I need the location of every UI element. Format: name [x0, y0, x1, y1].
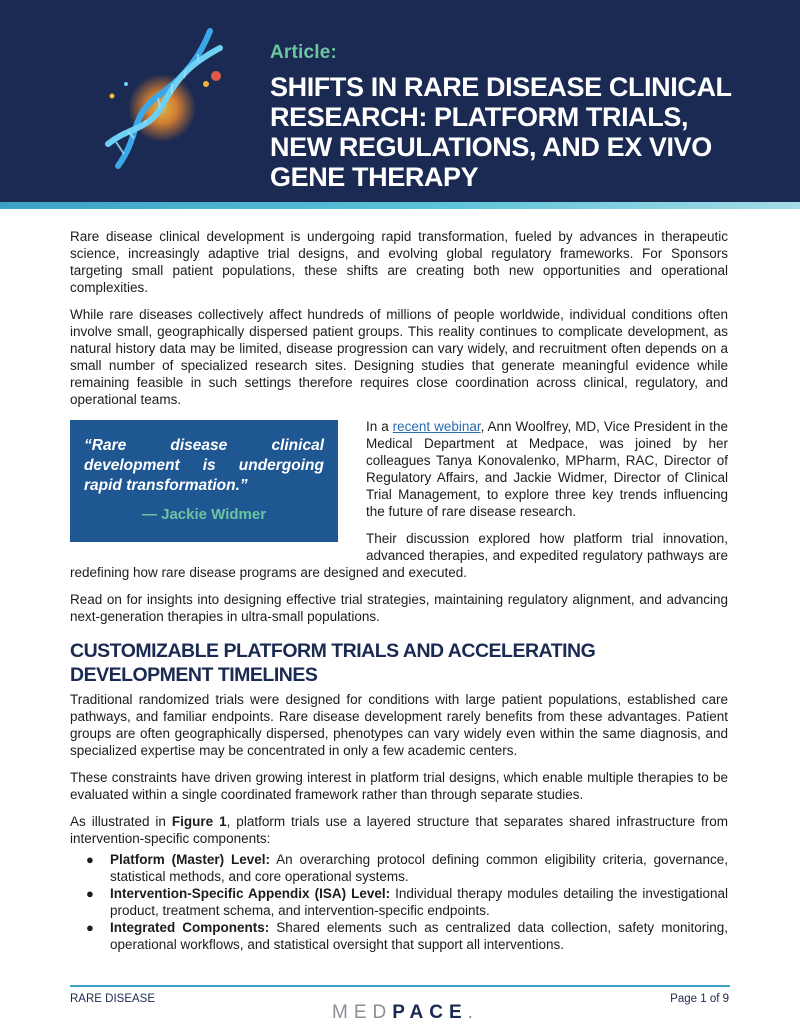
pull-quote-text: “Rare disease clinical development is undergoing rapid transformation.”: [84, 437, 324, 494]
logo-text-pace: PACE: [392, 1002, 468, 1023]
bullet-icon: ●: [86, 920, 94, 935]
list-item-text: An overarching protocol defining common eligibility criteria, governance, statistical methods, and core operational systems.: [110, 852, 728, 884]
footer-divider: [70, 985, 730, 987]
header-accent-stripe: [0, 202, 800, 209]
dna-helix-icon: [100, 26, 250, 176]
list-item-text: Individual therapy modules detailing the investigational product, treatment schema, and intervention-specific endpoints.: [110, 886, 728, 918]
bullet-icon: ●: [86, 886, 94, 901]
logo-text-dot: .: [467, 1002, 479, 1023]
list-item-text: Shared elements such as centralized data collection, safety monitoring, operational workflows, and statistical oversight that support all interventions.: [110, 920, 728, 952]
webinar-prefix: In a: [366, 419, 393, 434]
logo-text-med: MED: [332, 1002, 393, 1023]
figure-ref-prefix: As illustrated in: [70, 814, 172, 829]
pull-quote-author: — Jackie Widmer: [141, 506, 267, 523]
list-item-label: Platform (Master) Level:: [110, 852, 271, 867]
article-kicker: Article:: [270, 42, 338, 63]
section-paragraph-2: These constraints have driven growing interest in platform trial designs, which enable multiple therapies to be evaluated within a single coordinated framework rather than through separate studies.: [70, 770, 728, 802]
figure-ref-suffix: , platform trials use a layered structure that separates shared infrastructure from intervention-specific components:: [70, 814, 728, 846]
article-title: SHIFTS IN RARE DISEASE CLINICAL RESEARCH: PLATFORM TRIALS, NEW REGULATIONS, AND EX VIVO GENE THERAPY: [270, 72, 732, 192]
section-paragraph-3: [70, 813, 728, 847]
article-header: [0, 0, 800, 202]
intro-paragraph-2: While rare diseases collectively affect hundreds of millions of people worldwide, individual conditions often involve small, geographically dispersed patient groups. This reality continues to complicate development, as natural history data may be limited, disease progression can vary widely, and recruitment often depends on a small number of specialized research sites. Designing studies that generate meaningful evidence while remaining feasible in such settings therefore requires close coordination across clinical, regulatory, and operational teams.: [70, 307, 728, 407]
medpace-logo: [332, 1002, 479, 1024]
section-heading: CUSTOMIZABLE PLATFORM TRIALS AND ACCELERATING DEVELOPMENT TIMELINES: [70, 640, 596, 686]
list-item: [86, 851, 728, 885]
recent-webinar-link[interactable]: recent webinar: [392, 419, 481, 434]
read-on-paragraph: Read on for insights into designing effective trial strategies, maintaining regulatory alignment, and advancing next-generation therapies in ultra-small populations.: [70, 592, 728, 624]
list-item: [86, 885, 728, 919]
bullet-icon: ●: [86, 852, 94, 867]
pull-quote: [70, 420, 338, 542]
webinar-suffix: , Ann Woolfrey, MD, Vice President in the Medical Department at Medpace, was joined by her colleagues Tanya Konovalenko, MPharm, RAC, Director of Regulatory Affairs, and Jackie Widmer, Director of Clinical Trial Management, to explore three key trends influencing the future of rare disease research.: [366, 419, 728, 519]
figure-ref: Figure 1: [171, 814, 227, 829]
list-item: [86, 919, 728, 953]
section-paragraph-1: Traditional randomized trials were designed for conditions with large patient populations, established care pathways, and familiar endpoints. Rare disease development rarely benefits from these advantages. Patient groups are often geographically dispersed, phenotypes can vary widely even within the same diagnosis, and specialized expertise may be concentrated in only a few academic centers.: [70, 692, 728, 758]
page-number: Page 1 of 9: [670, 993, 729, 1005]
discussion-paragraph: Their discussion explored how platform trial innovation, advanced therapies, and expedited regulatory pathways are redefining how rare disease programs are designed and executed.: [70, 531, 728, 580]
article-body: [70, 228, 728, 953]
footer-section-label: RARE DISEASE: [70, 993, 155, 1005]
intro-paragraph-1: Rare disease clinical development is undergoing rapid transformation, fueled by advances in therapeutic science, increasingly adaptive trial designs, and evolving global regulatory frameworks. For Sponsors targeting small patient populations, these shifts are creating both new opportunities and operational complexities.: [70, 229, 728, 295]
list-item-label: Integrated Components:: [110, 920, 270, 935]
platform-levels-list: [70, 851, 728, 953]
list-item-label: Intervention-Specific Appendix (ISA) Level:: [110, 886, 391, 901]
